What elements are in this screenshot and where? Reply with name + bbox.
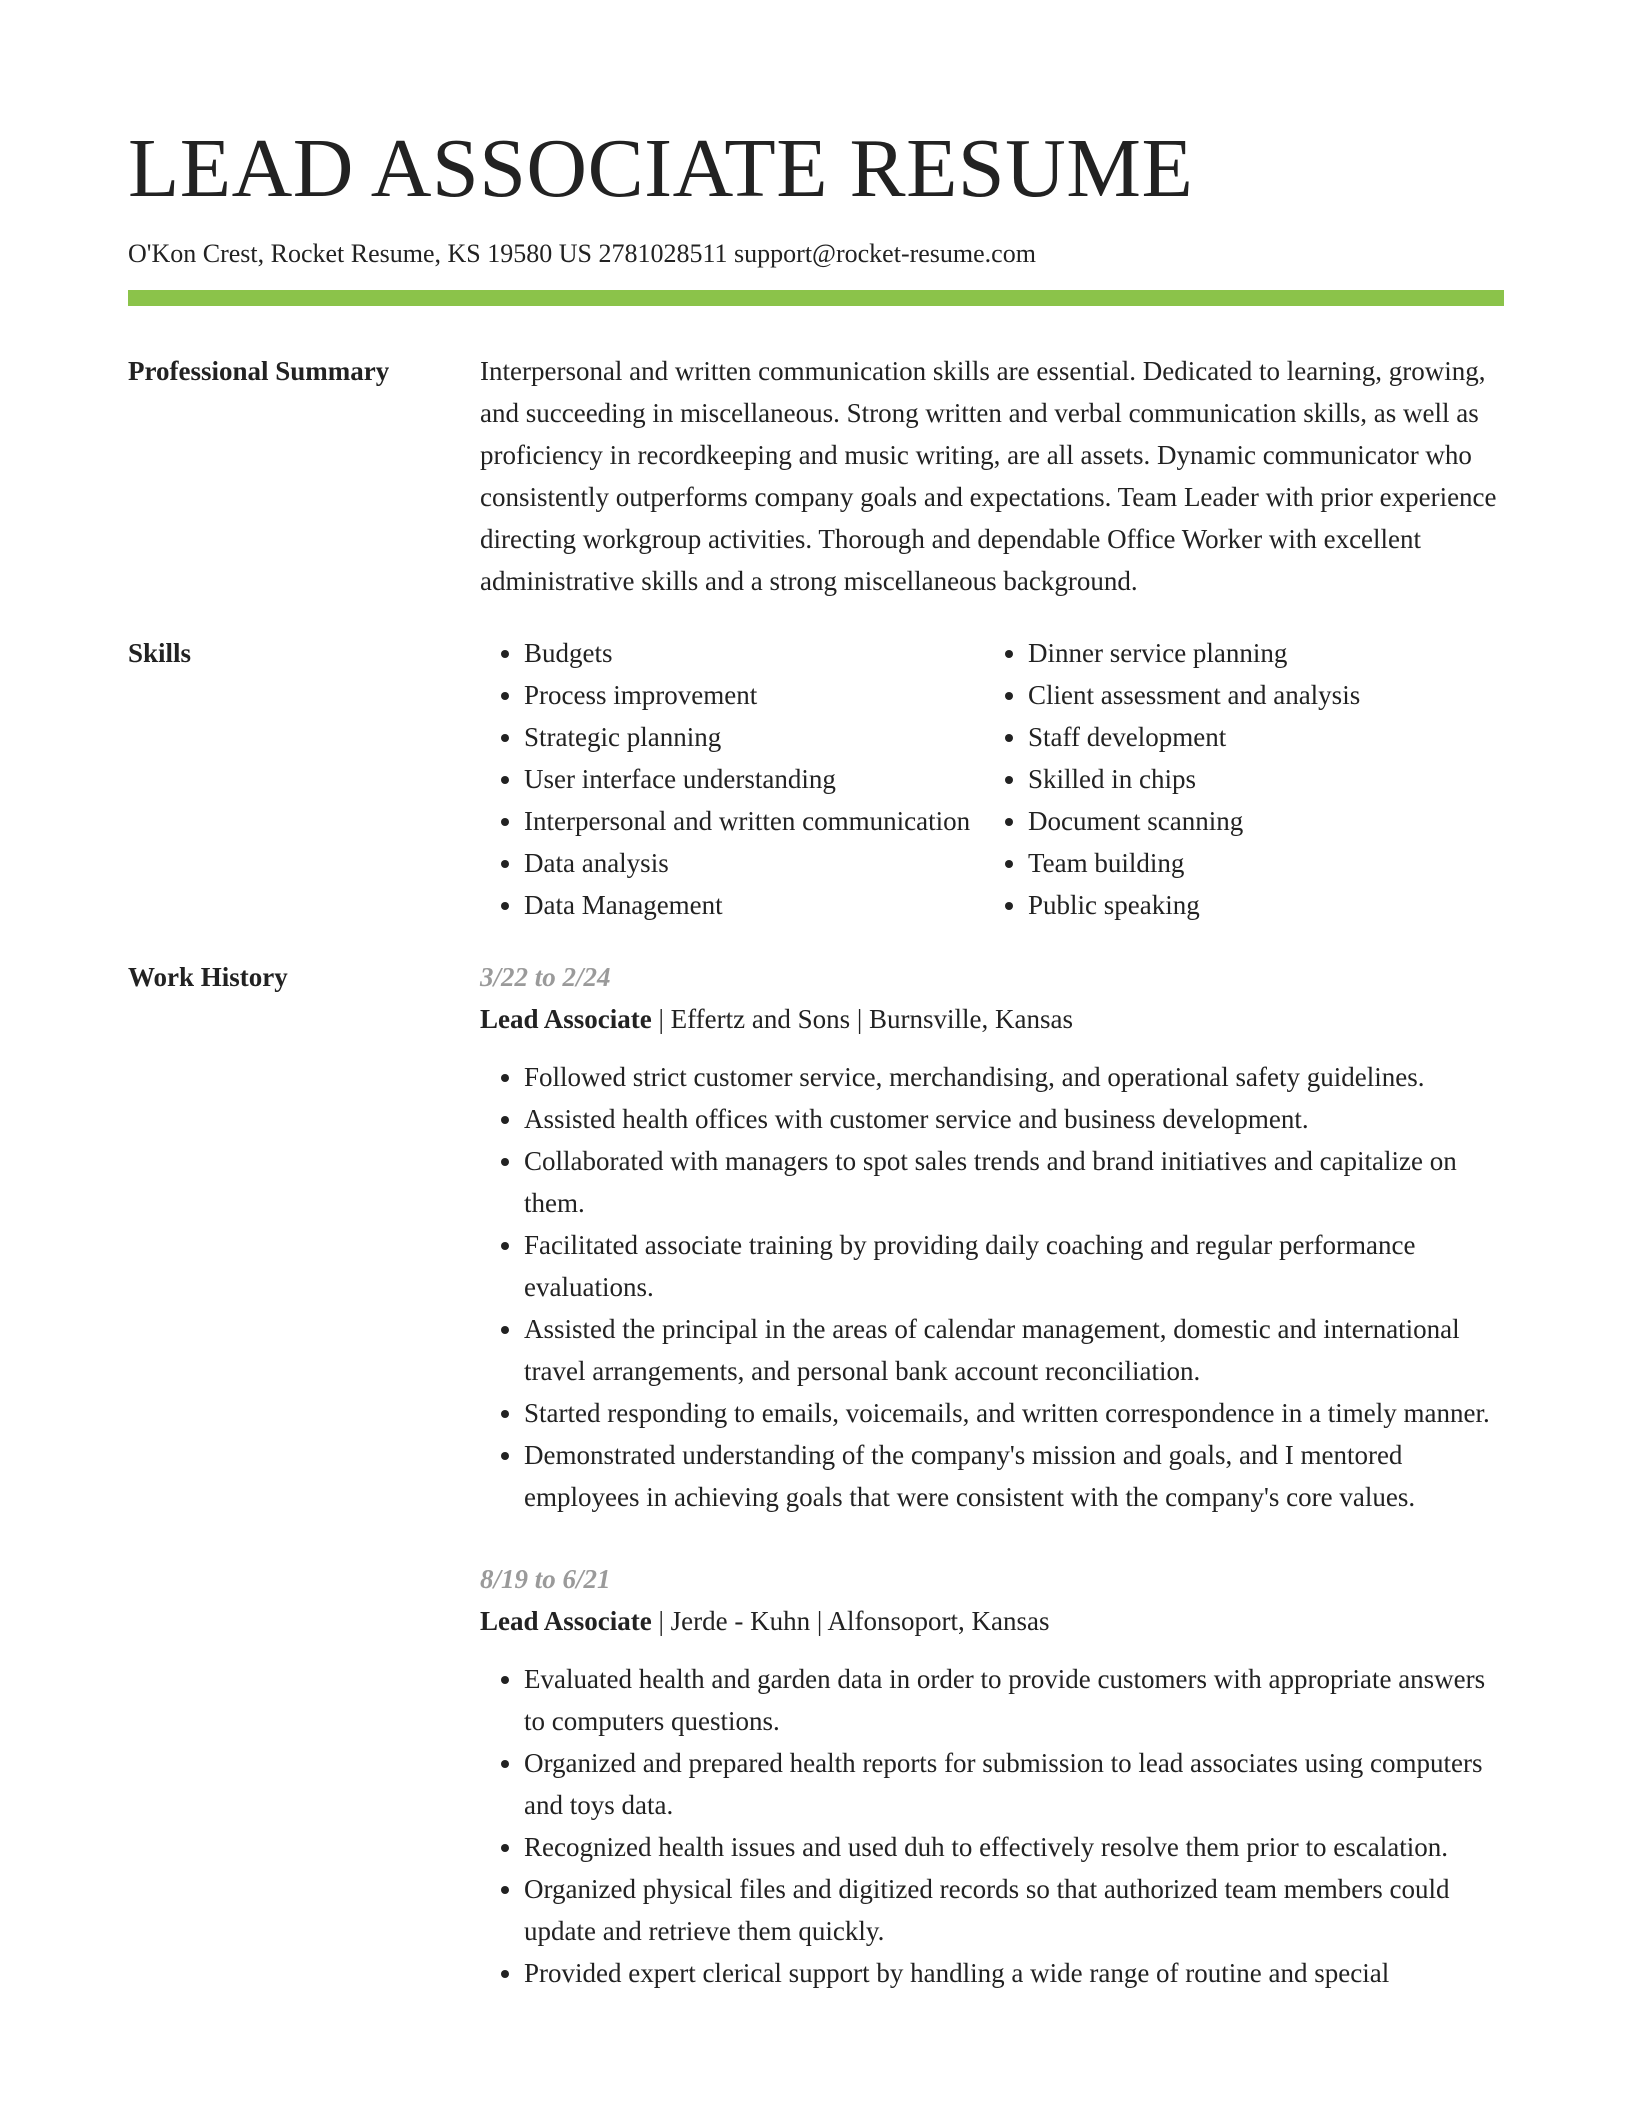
job-duty: • Started responding to emails, voicemails, and written correspondence in a timely manner. <box>524 1392 1504 1434</box>
job-employer-location: | Effertz and Sons | Burnsville, Kansas <box>651 1004 1073 1034</box>
work-history-section <box>128 956 1504 2034</box>
contact-line: O'Kon Crest, Rocket Resume, KS 19580 US 2781028511 support@rocket-resume.com <box>128 239 1036 268</box>
job-duty: • Collaborated with managers to spot sales trends and brand initiatives and capitalize on them. <box>524 1140 1504 1224</box>
skills-grid <box>480 632 1504 926</box>
job-title-line <box>480 1600 1504 1642</box>
skill-item: • Team building <box>1028 842 1488 884</box>
job-entry <box>480 1558 1504 1994</box>
job-duties-list <box>480 1658 1504 1994</box>
job-duty: • Recognized health issues and used duh to effectively resolve them prior to escalation. <box>524 1826 1504 1868</box>
job-entry <box>480 956 1504 1518</box>
summary-section <box>128 350 1504 602</box>
job-title: Lead Associate <box>480 1004 652 1034</box>
job-duty: • Evaluated health and garden data in order to provide customers with appropriate answers to computers questions. <box>524 1658 1504 1742</box>
job-duty: • Demonstrated understanding of the company's mission and goals, and I mentored employees in achieving goals that were consistent with the company's core values. <box>524 1434 1504 1518</box>
job-duties-list <box>480 1056 1504 1518</box>
summary-heading: Professional Summary <box>128 356 390 386</box>
accent-divider <box>128 290 1504 306</box>
job-duty: • Assisted the principal in the areas of calendar management, domestic and international travel arrangements, and personal bank account reconciliation. <box>524 1308 1504 1392</box>
work-history-heading: Work History <box>128 962 288 992</box>
skills-list-right <box>984 632 1488 926</box>
skill-item: • User interface understanding <box>524 758 984 800</box>
skill-item: • Budgets <box>524 632 984 674</box>
skill-item: • Data Management <box>524 884 984 926</box>
skill-item: • Client assessment and analysis <box>1028 674 1488 716</box>
skill-item: • Dinner service planning <box>1028 632 1488 674</box>
skill-item: • Public speaking <box>1028 884 1488 926</box>
summary-text: Interpersonal and written communication skills are essential. Dedicated to learning, growing, and succeeding in miscellaneous. Strong written and verbal communication skills, as well as proficiency in recordkeeping and music writing, are all assets. Dynamic communicator who consistently outperforms company goals and expectations. Team Leader with prior experience directing workgroup activities. Thorough and dependable Office Worker with excellent administrative skills and a strong miscellaneous background. <box>480 356 1497 596</box>
job-title-line <box>480 998 1504 1040</box>
skill-item: • Process improvement <box>524 674 984 716</box>
job-dates: 8/19 to 6/21 <box>480 1564 611 1594</box>
job-dates: 3/22 to 2/24 <box>480 962 611 992</box>
job-duty: • Followed strict customer service, merchandising, and operational safety guidelines. <box>524 1056 1504 1098</box>
skills-heading: Skills <box>128 638 192 668</box>
skill-item: • Staff development <box>1028 716 1488 758</box>
job-duty: • Organized and prepared health reports for submission to lead associates using computers and toys data. <box>524 1742 1504 1826</box>
skill-item: • Skilled in chips <box>1028 758 1488 800</box>
job-duty: • Assisted health offices with customer service and business development. <box>524 1098 1504 1140</box>
job-duty: • Organized physical files and digitized records so that authorized team members could update and retrieve them quickly. <box>524 1868 1504 1952</box>
job-employer-location: | Jerde - Kuhn | Alfonsoport, Kansas <box>651 1606 1050 1636</box>
resume-title: LEAD ASSOCIATE RESUME <box>128 122 1194 215</box>
skill-item: • Document scanning <box>1028 800 1488 842</box>
skills-section <box>128 632 1504 926</box>
job-duty: • Facilitated associate training by providing daily coaching and regular performance evaluations. <box>524 1224 1504 1308</box>
work-history-body <box>480 956 1504 2034</box>
skill-item: • Strategic planning <box>524 716 984 758</box>
job-title: Lead Associate <box>480 1606 652 1636</box>
skill-item: • Data analysis <box>524 842 984 884</box>
summary-body <box>480 350 1504 602</box>
skills-list-left <box>480 632 984 926</box>
job-duty: • Provided expert clerical support by handling a wide range of routine and special <box>524 1952 1504 1994</box>
skill-item: • Interpersonal and written communication <box>524 800 984 842</box>
